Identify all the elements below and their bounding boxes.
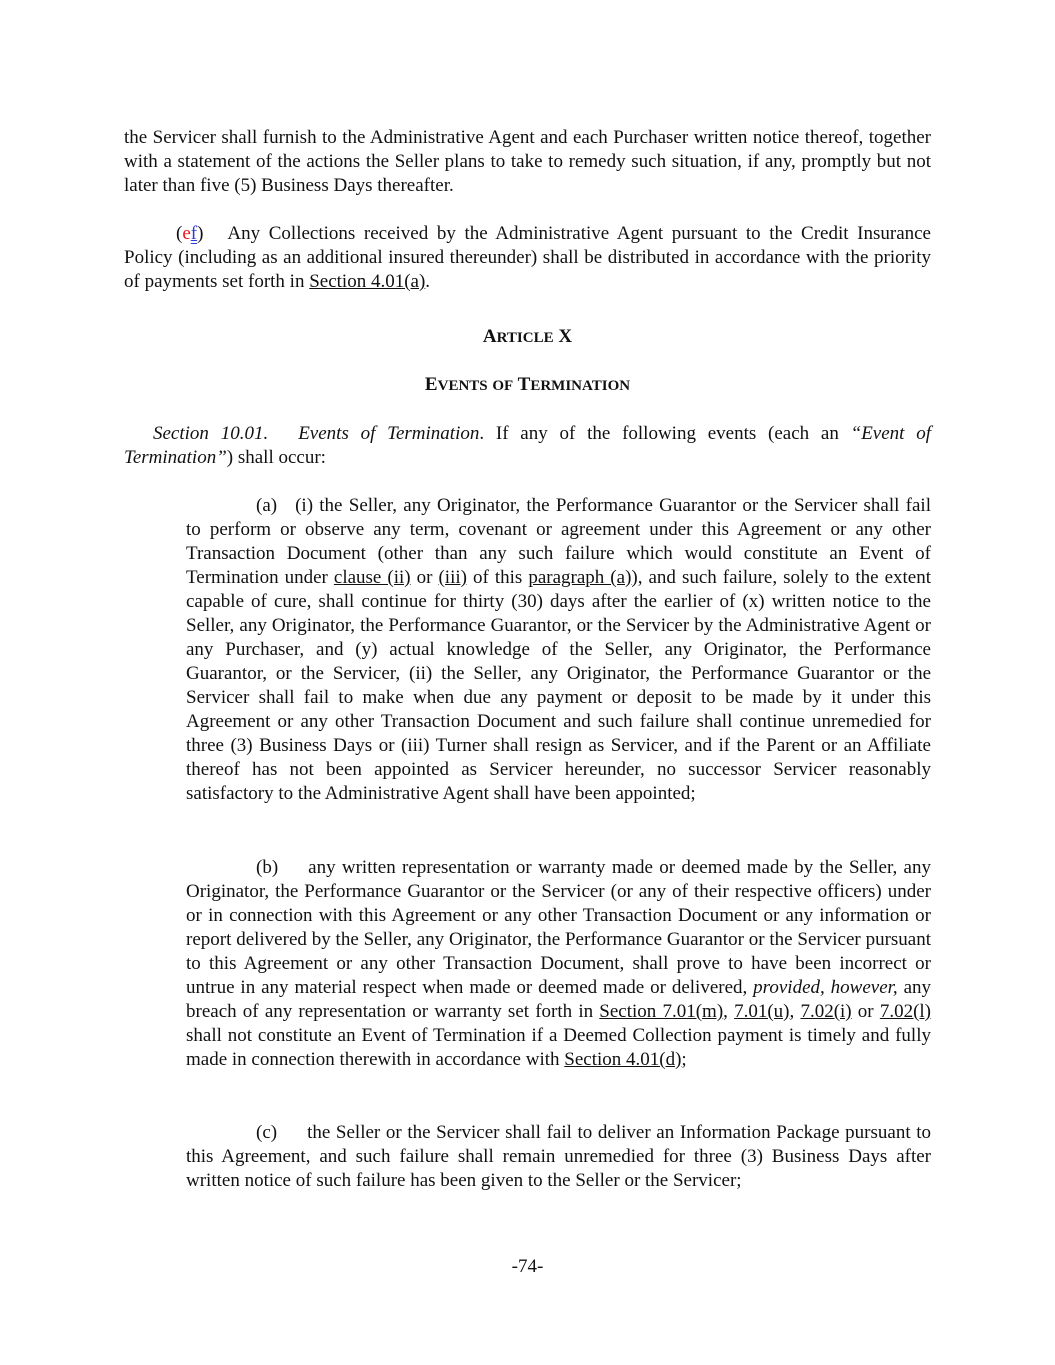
clause-a-text-2: or <box>410 567 439 588</box>
article-number: X <box>558 326 573 347</box>
section-ref-4-01-a: Section 4.01(a) <box>309 271 426 292</box>
ef-end: . <box>425 271 431 292</box>
clause-b-label: (b) <box>256 857 279 878</box>
termination-first-letter: T <box>517 374 531 395</box>
section-ref-7-02-l: 7.02(l) <box>879 1001 932 1022</box>
defined-term: “Event of Termination” <box>124 423 931 468</box>
section-ref-7-01-m: Section 7.01(m) <box>599 1001 724 1022</box>
sep-3: or <box>851 1001 880 1022</box>
article-small-caps: RTICLE <box>496 330 554 346</box>
clause-iii-ref: (iii) <box>438 567 467 588</box>
of-small-caps: OF <box>492 378 514 394</box>
inserted-letter: f <box>190 223 198 244</box>
sep-1: , <box>723 1001 735 1022</box>
clause-a-label: (a) <box>256 495 278 516</box>
section-number: Section 10.01. <box>153 423 269 444</box>
events-heading <box>124 374 931 396</box>
termination-small-caps: ERMINATION <box>530 378 631 394</box>
section-title: Events of Termination <box>298 423 480 444</box>
section-intro-end: ) shall occur: <box>226 447 326 468</box>
section-ref-7-01-u: 7.01(u) <box>734 1001 790 1022</box>
article-heading <box>124 326 931 348</box>
paragraph-a-ref: paragraph (a) <box>528 567 632 588</box>
clause-c-label: (c) <box>256 1122 278 1143</box>
page-number: -74- <box>511 1256 544 1277</box>
proviso: provided, however, <box>753 977 898 998</box>
clause-a <box>186 494 931 806</box>
clause-b-text-3: shall not constitute an Event of Termination if a Deemed Collection payment is timely and fully made in connection therewith in accordance with <box>186 1025 931 1070</box>
deleted-letter: e <box>182 223 191 244</box>
clause-a-text-4: ), and such failure, solely to the extent capable of cure, shall continue for thirty (30) days after the earlier of (x) written notice to the Seller, any Originator, the Performance Guarantor, or the Servicer by the Administrative Agent or any Purchaser, and (y) actual knowledge of the Seller, any Originator, the Performance Guarantor, or the Servicer, (ii) the Seller, any Originator, the Performance Guarantor or the Servicer shall fail to make when due any payment or deposit to be made by it under this Agreement or any other Transaction Document and such failure shall continue unremedied for three (3) Business Days or (iii) Turner shall resign as Servicer, and if the Parent or an Affiliate thereof has not been appointed as Servicer hereunder, no successor Servicer reasonably satisfactory to the Administrative Agent shall have been appointed; <box>186 567 931 804</box>
events-first-letter: E <box>424 374 438 395</box>
clause-ii-ref: clause (ii) <box>333 567 411 588</box>
ef-open: ( <box>176 223 183 244</box>
ef-text: Any Collections received by the Administrative Agent pursuant to the Credit Insurance Policy (including as an additional insured thereunder) shall be distributed in accordance with the priority of payments set forth in <box>124 223 931 292</box>
events-small-caps: VENTS <box>437 378 488 394</box>
continuation-paragraph: the Servicer shall furnish to the Administrative Agent and each Purchaser written notice thereof, together with a statement of the actions the Seller plans to take to remedy such situation, if any, promptly but not later than five (5) Business Days thereafter. <box>124 127 931 196</box>
ef-close: ) <box>197 223 204 244</box>
clause-b-text-2: any breach of any representation or warranty set forth in <box>186 977 932 1022</box>
clause-c-text: the Seller or the Servicer shall fail to deliver an Information Package pursuant to this Agreement, and such failure shall remain unremedied for three (3) Business Days after written notice of such failure has been given to the Seller or the Servicer; <box>186 1122 931 1191</box>
section-ref-4-01-d: Section 4.01(d) <box>564 1049 682 1070</box>
section-10-01-paragraph <box>124 422 931 470</box>
section-intro: . If any of the following events (each an <box>479 423 851 444</box>
paragraph-ef <box>124 222 931 294</box>
clause-a-text-3: of this <box>466 567 529 588</box>
clause-a-text-1: (i) the Seller, any Originator, the Performance Guarantor or the Servicer shall fail to perform or observe any term, covenant or agreement under this Agreement or any other Transaction Document (other than any such failure which would constitute an Event of Termination under <box>186 495 931 588</box>
article-first-letter: A <box>482 326 497 347</box>
section-ref-7-02-i: 7.02(i) <box>800 1001 852 1022</box>
clause-c <box>186 1121 931 1193</box>
clause-b-end: ; <box>681 1049 687 1070</box>
clause-b-text-1: any written representation or warranty made or deemed made by the Seller, any Originator, the Performance Guarantor or the Servicer (or any of their respective officers) under or in connection with this Agreement or any other Transaction Document or any information or report delivered by the Seller, any Originator, the Performance Guarantor or the Servicer pursuant to this Agreement or any other Transaction Document, shall prove to have been incorrect or untrue in any material respect when made or deemed made or delivered, <box>186 857 931 998</box>
sep-2: , <box>789 1001 801 1022</box>
clause-b <box>186 856 931 1072</box>
